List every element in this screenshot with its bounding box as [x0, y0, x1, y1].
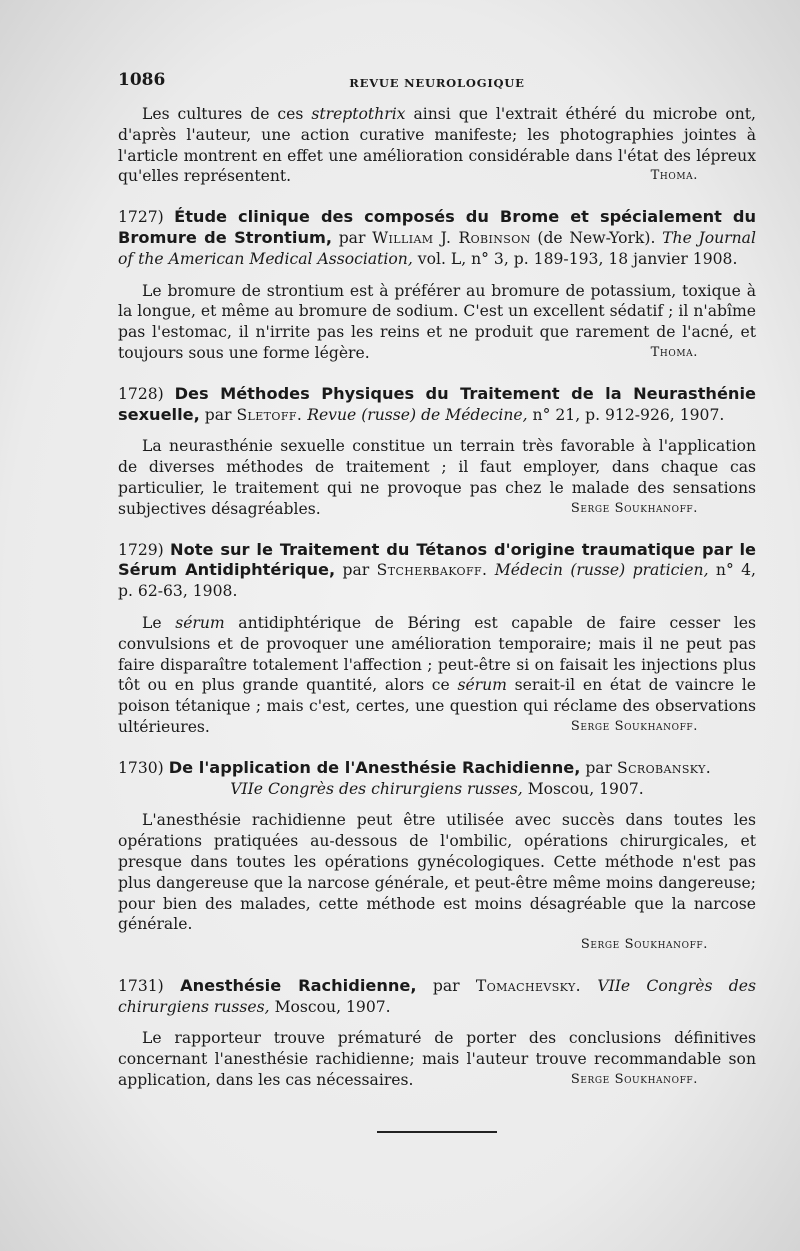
entry-title: Étude clinique des composés du Brome et spécialement du Bromure de Strontium,: [118, 207, 756, 247]
entry-body: [118, 810, 756, 935]
entry-number: 1727): [118, 208, 164, 227]
par-text: par: [580, 758, 618, 777]
entry-author: Stcherbakoff.: [376, 561, 488, 580]
abstract-entry-1729: [118, 540, 756, 738]
entry-journal: The Journal of the American Medical Association,: [118, 228, 756, 268]
entry-body-text: serait-il en état de vaincre le poison tétanique ; mais c'est, certes, une question qui réclame des observations ultérieures.: [118, 676, 756, 736]
abstract-entry-1727: [118, 207, 756, 364]
entry-heading: [118, 976, 756, 1018]
entry-body-text: Le rapporteur trouve prématuré de porter des conclusions définitives concernant l'anesthésie rachidienne; mais l'auteur trouve recommandable son application, dans les cas nécessaires.: [118, 1029, 756, 1090]
page-header: [118, 70, 756, 94]
entry-journal: VIIe Congrès des chirurgiens russes,: [230, 779, 523, 798]
entry-title: Note sur le Traitement du Tétanos d'origine traumatique par le Sérum Antidiphtérique,: [118, 539, 756, 580]
signature: Serge Soukhanoff.: [570, 1072, 698, 1088]
entry-author: William J. Robinson: [372, 228, 531, 247]
par-text: par: [199, 405, 237, 424]
page-content: [118, 70, 756, 1133]
entry-title: De l'application de l'Anesthésie Rachidienne,: [168, 757, 581, 777]
signature: Serge Soukhanoff.: [570, 718, 698, 734]
par-text: par: [335, 561, 377, 580]
intro-paragraph: [118, 104, 756, 187]
entry-journal: Médecin (russe) praticien,: [487, 561, 709, 580]
entry-body-text: La neurasthénie sexuelle constitue un terrain très favorable à l'application de diverses méthodes de traitement ; il faut employer, dans chaque cas particulier, le traitement qui ne provoque pas chez le malade des sensations subjectives désagréables.: [118, 437, 756, 518]
entry-body-italic: sérum: [457, 676, 507, 695]
intro-italic: streptothrix: [311, 105, 406, 123]
entry-heading: [118, 758, 756, 800]
author-suffix: (de New-York).: [530, 228, 656, 247]
entry-journal: VIIe Congrès des chirurgiens russes,: [118, 976, 756, 1016]
entry-title: Anesthésie Rachidienne,: [180, 975, 417, 995]
entry-citation: n° 4, p. 62-63, 1908.: [118, 561, 757, 601]
entry-number: 1730): [118, 758, 164, 777]
entry-citation: vol. L, n° 3, p. 189-193, 18 janvier 1908.: [412, 249, 738, 268]
entry-body-text: antidiphtérique de Béring est capable de faire cesser les convulsions et de provoquer une amélioration temporaire; mais il ne peut pas faire disparaître totalement l'affection ; peut-être si on faisait les injections plus tôt ou en plus grande quantité, alors ce: [118, 613, 757, 695]
entry-body: [118, 1028, 756, 1090]
entry-number: 1729): [118, 540, 164, 559]
entry-body: [118, 436, 756, 519]
par-text: par: [331, 228, 373, 247]
signature: Serge Soukhanoff.: [570, 500, 698, 516]
entry-number: 1728): [118, 384, 164, 403]
entry-body-text: Le: [142, 613, 176, 632]
entry-body: [118, 613, 756, 738]
entry-source-line: [118, 779, 756, 800]
entry-journal: Revue (russe) de Médecine,: [302, 405, 528, 424]
intro-text: Les cultures de ces: [142, 105, 312, 123]
entry-citation: Moscou, 1907.: [522, 779, 644, 798]
signature: Serge Soukhanoff.: [580, 937, 708, 953]
entry-body: [118, 281, 756, 364]
entry-author: Scrobansky.: [617, 758, 712, 777]
abstract-entry-1730: [118, 758, 756, 956]
entry-body-text: Le bromure de strontium est à préférer au bromure de potassium, toxique à la longue, et même au bromure de sodium. C'est un excellent sédatif ; il n'abîme pas l'estomac, il n'irrite pas les reins et ne produit que rarement de l'acné, et toujours sous une forme légère.: [118, 281, 756, 362]
abstract-entry-1728: [118, 384, 756, 520]
entry-author: Sletoff.: [236, 405, 303, 424]
page-number: 1086: [118, 70, 166, 90]
abstract-entry-1731: [118, 976, 756, 1091]
par-text: par: [416, 976, 476, 995]
entry-author: Tomachevsky.: [475, 976, 581, 995]
signature: Thoma.: [650, 168, 698, 184]
running-head: REVUE NEUROLOGIQUE: [349, 76, 525, 90]
entry-heading: [118, 540, 756, 602]
entry-heading: [118, 384, 756, 426]
entry-body-italic: sérum: [175, 613, 225, 632]
entry-heading: [118, 207, 756, 269]
entry-number: 1731): [118, 976, 164, 995]
intro-text-rest: ainsi que l'extrait éthéré du microbe ont, d'après l'auteur, une action curative manifeste; les photographies jointes à l'article montrent en effet une amélioration considérable dans l'état des lépreux qu'elles représentent.: [118, 105, 756, 186]
entry-citation: n° 21, p. 912-926, 1907.: [527, 405, 725, 424]
entry-title: Des Méthodes Physiques du Traitement de la Neurasthénie sexuelle,: [118, 383, 756, 424]
signature: Thoma.: [650, 344, 698, 360]
entry-body-text: L'anesthésie rachidienne peut être utilisée avec succès dans toutes les opérations pratiquées au-dessous de l'ombilic, opérations chirurgicales, et presque dans toutes les opérations gynécologiques. Cette méthode n'est pas plus dangereuse que la narcose générale, et peut-être même moins dangereuse; pour bien des malades, cette méthode est moins désagréable que la narcose générale.: [118, 811, 756, 934]
end-rule: [377, 1131, 497, 1133]
entry-citation: Moscou, 1907.: [269, 997, 391, 1016]
